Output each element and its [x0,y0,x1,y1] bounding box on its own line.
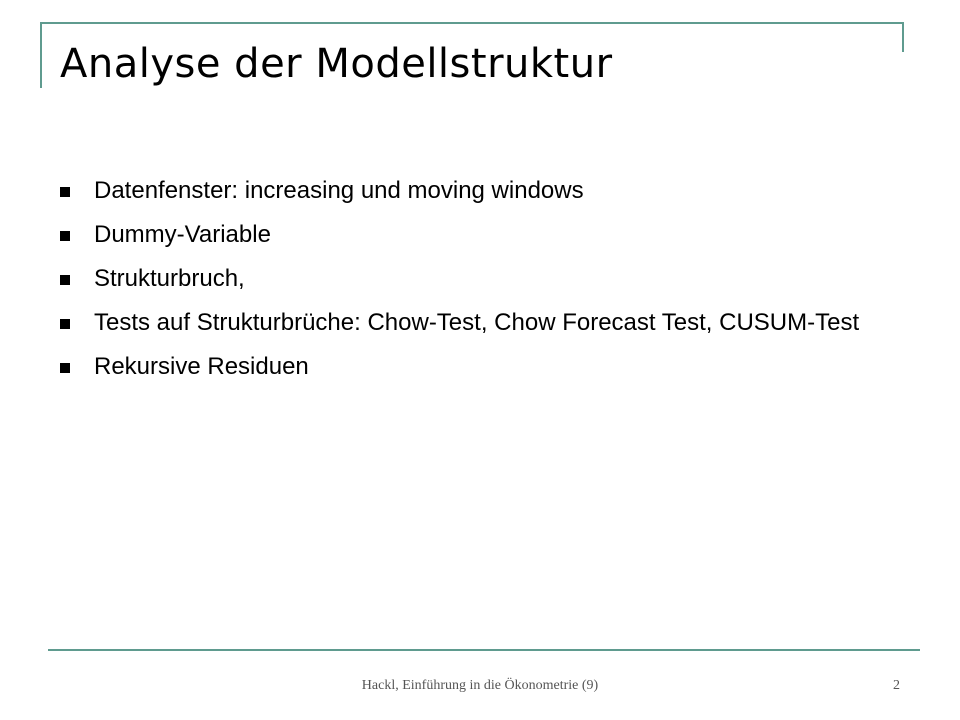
footer-citation: Hackl, Einführung in die Ökonometrie (9) [361,678,599,693]
header-right-rule [902,22,904,52]
bullet-square-icon [60,319,70,329]
header-left-rule [40,22,42,88]
page-number: 2 [893,678,900,693]
bullet-square-icon [60,187,70,197]
bullet-item [60,176,860,206]
bullet-list [60,176,860,396]
bullet-square-icon [60,363,70,373]
bullet-item [60,352,860,382]
bullet-text: Dummy-Variable [94,221,271,248]
bullet-item [60,264,860,294]
bullet-text: Tests auf Strukturbrüche: Chow-Test, Chow Forecast Test, CUSUM-Test [94,309,860,336]
bullet-square-icon [60,275,70,285]
bullet-item [60,308,860,338]
bullet-square-icon [60,231,70,241]
bullet-text: Datenfenster: increasing und moving windows [94,177,584,204]
header-top-rule [40,22,904,24]
bullet-text: Strukturbruch, [94,265,245,292]
bullet-item [60,220,860,250]
bullet-text: Rekursive Residuen [94,353,309,380]
footer-rule [48,649,920,651]
slide-title: Analyse der Modellstruktur [60,41,613,87]
